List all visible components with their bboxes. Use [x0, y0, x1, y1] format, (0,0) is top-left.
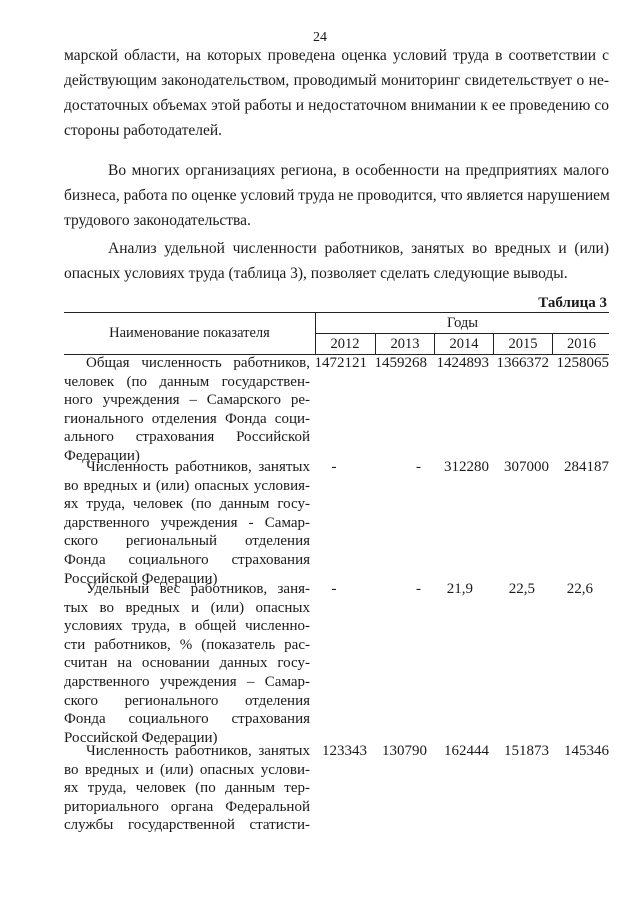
label-line: условиях труда, в общей численно- [64, 618, 310, 635]
header-year-2016: 2016 [552, 334, 610, 354]
header-years-title: Годы [316, 313, 609, 334]
value-2014: 1424893 [436, 355, 489, 371]
text-line: марской области, на которых проведена оценка условий труда в соответствии с [64, 47, 609, 64]
value-2014: 312280 [444, 459, 489, 475]
label-line: тых во вредных и (или) опасных [64, 599, 310, 616]
text-line: Анализ удельной численности работников, занятых во вредных и (или) [108, 240, 609, 257]
label-line: службы государственной статисти- [64, 817, 310, 834]
value-2012: 123343 [322, 743, 367, 759]
label-line: риториального органа Федеральной [64, 798, 310, 815]
value-2012: - [331, 581, 337, 597]
label-line: гионального отделения Фонда соци- [64, 410, 310, 427]
header-year-2012: 2012 [330, 336, 360, 352]
value-2013: - [416, 581, 421, 597]
label-line: дарственного учреждения – Самар- [64, 673, 310, 690]
label-line: Фонда социального страхования [64, 551, 310, 568]
value-2013: - [416, 459, 421, 475]
label-line: ях труда, человек (по данным госу- [64, 496, 310, 513]
text-line: Во многих организациях региона, в особенности на предприятиях малого [108, 162, 609, 179]
label-line: Российской Федерации) [64, 570, 218, 587]
label-line: Численность работников, занятых [86, 459, 310, 475]
text-line: трудового законодательства. [64, 212, 251, 229]
value-2014: 21,9 [446, 581, 473, 597]
label-line: человек (по данным государствен- [64, 373, 310, 390]
label-line: ного учреждения – Самарского ре- [64, 392, 310, 409]
label-line: Численность работников, занятых [86, 743, 310, 759]
label-line: Фонда социального страхования [64, 711, 310, 728]
value-2016: 1258065 [556, 355, 609, 371]
text-line: бизнеса, работа по оценке условий труда не проводится, что является нарушением [64, 187, 610, 204]
header-year-2014: 2014 [434, 334, 493, 354]
paragraph-2 [64, 158, 609, 233]
label-line: считан на основании данных госу- [64, 655, 310, 672]
table-caption: Таблица 3 [538, 295, 607, 311]
label-line: Российской Федерации) [64, 729, 218, 746]
value-2016: 284187 [564, 459, 609, 475]
value-2016: 22,6 [566, 581, 593, 597]
page-number: 24 [313, 30, 327, 45]
text-line: опасных условиях труда (таблица 3), позволяет сделать следующие выводы. [64, 265, 568, 282]
text-line: действующим законодательством, проводимый мониторинг свидетельствует о не- [64, 72, 609, 89]
label-line: ского регионального отделения [64, 692, 310, 709]
value-2012: - [331, 459, 337, 475]
label-line: дарственного учреждения - Самар- [64, 514, 310, 531]
value-2015: 151873 [504, 743, 549, 759]
value-2015: 22,5 [508, 581, 535, 597]
text-line: достаточных объемах этой работы и недостаточном внимании к ее проведению со [64, 97, 609, 114]
label-line: Общая численность работников, [86, 355, 310, 371]
value-2012: 1472121 [314, 355, 367, 371]
label-line: ального страхования Российской [64, 429, 310, 446]
label-line: ях труда, человек (по данным тер- [64, 780, 310, 797]
table-header [64, 312, 609, 355]
header-year-2013: 2013 [375, 334, 434, 354]
label-line: сти работников, % (показатель рас- [64, 636, 310, 653]
paragraph-1 [64, 43, 609, 143]
header-year-2015: 2015 [493, 334, 552, 354]
label-line: Удельный вес работников, заня- [86, 581, 310, 597]
label-line: во вредных и (или) опасных услови- [64, 761, 310, 778]
value-2014: 162444 [444, 743, 489, 759]
row-label [64, 458, 310, 588]
row-label [64, 354, 310, 466]
value-2016: 145346 [564, 743, 609, 759]
value-2015: 1366372 [496, 355, 549, 371]
value-2013: 1459268 [374, 355, 427, 371]
row-label [64, 742, 310, 835]
label-line: Федерации) [64, 447, 140, 464]
label-line: ского региональный отделения [64, 533, 310, 550]
value-2015: 307000 [504, 459, 549, 475]
row-label [64, 580, 310, 747]
text-line: стороны работодателей. [64, 122, 223, 139]
header-name-cell: Наименование показателя [64, 313, 316, 354]
value-2013: 130790 [382, 743, 427, 759]
label-line: во вредных и (или) опасных условия- [64, 477, 310, 494]
paragraph-3 [64, 236, 609, 286]
